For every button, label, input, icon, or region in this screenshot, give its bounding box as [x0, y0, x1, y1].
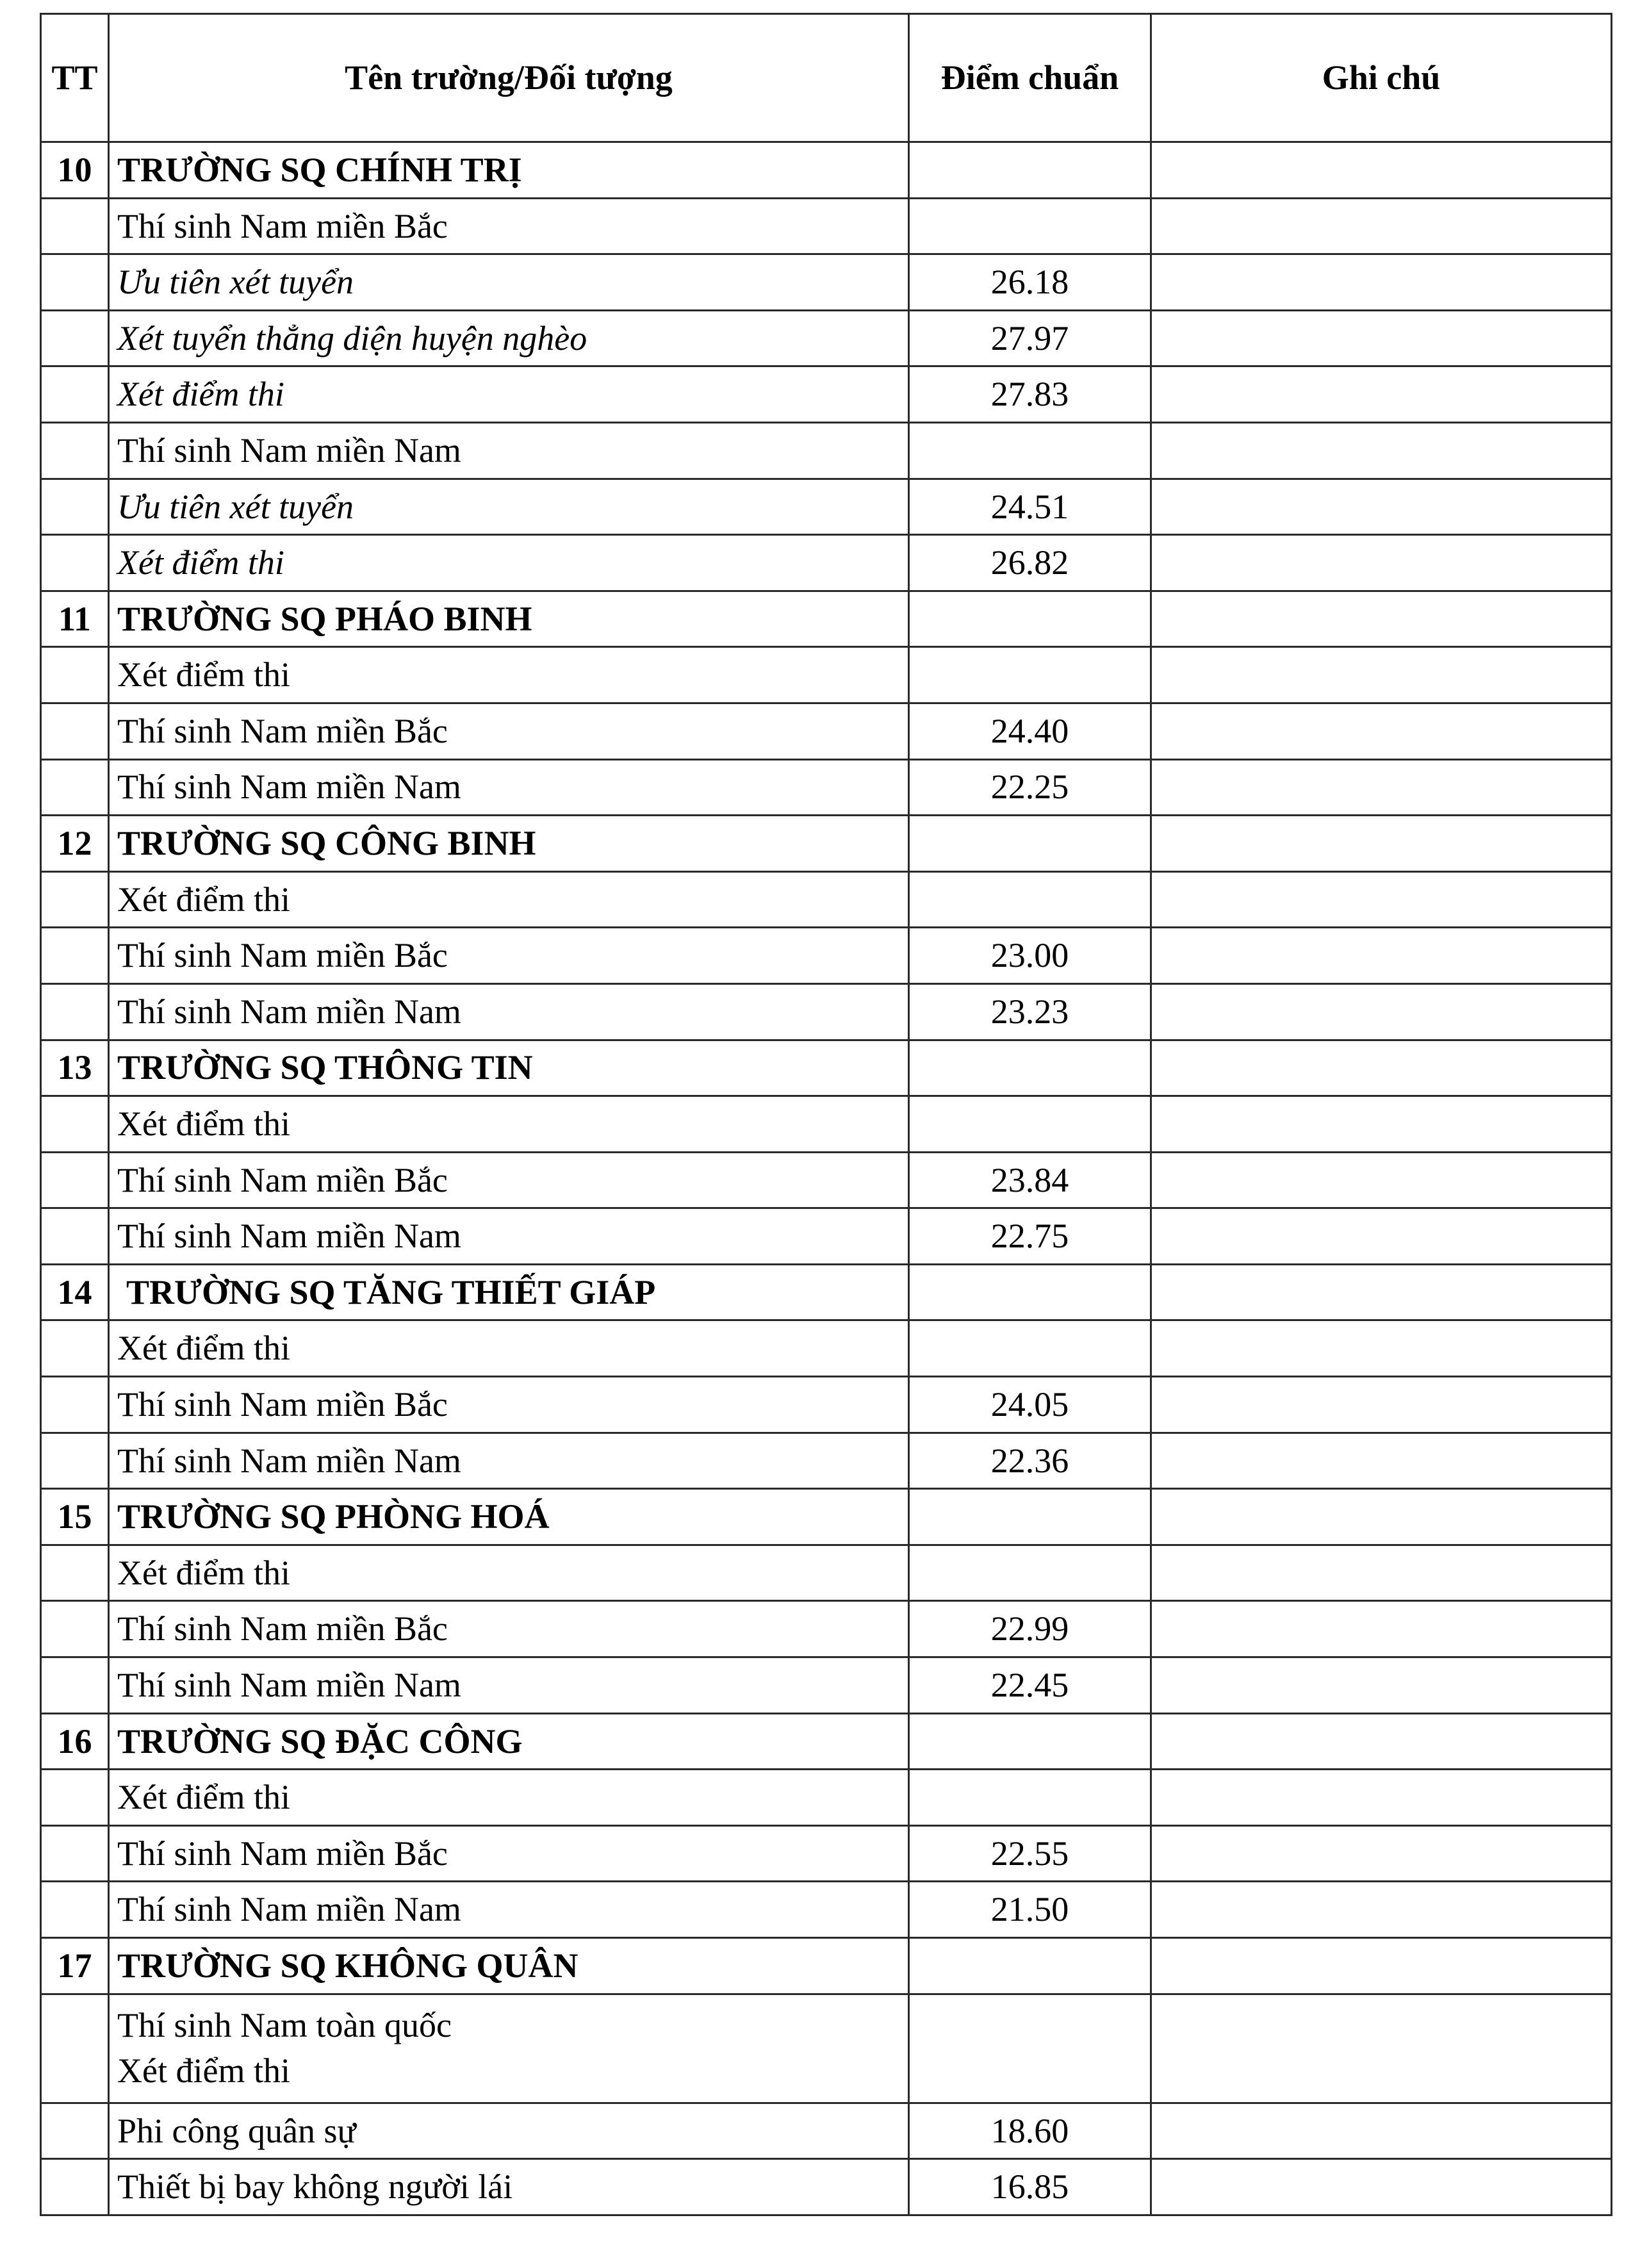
note-cell [1151, 479, 1612, 535]
table-row [41, 1208, 1612, 1265]
row-label: TRƯỜNG SQ CHÍNH TRỊ [109, 142, 909, 199]
cutoff-score [909, 1489, 1151, 1545]
row-label [109, 1994, 909, 2103]
cutoff-score: 24.05 [909, 1377, 1151, 1433]
note-cell [1151, 1040, 1612, 1096]
note-cell [1151, 1545, 1612, 1601]
cutoff-score [909, 1938, 1151, 1994]
row-label: Thí sinh Nam miền Bắc [109, 1601, 909, 1657]
row-label: TRƯỜNG SQ PHÁO BINH [109, 591, 909, 647]
row-label: Thí sinh Nam miền Bắc [109, 1377, 909, 1433]
row-number: 17 [41, 1938, 109, 1994]
row-number [41, 1208, 109, 1265]
row-number: 10 [41, 142, 109, 199]
school-row [41, 1489, 1612, 1545]
row-label: Thí sinh Nam miền Nam [109, 422, 909, 479]
note-cell [1151, 2103, 1612, 2159]
cutoff-score: 21.50 [909, 1882, 1151, 1938]
row-label: Thiết bị bay không người lái [109, 2159, 909, 2215]
row-number [41, 422, 109, 479]
note-cell [1151, 1994, 1612, 2103]
note-cell [1151, 647, 1612, 703]
table-row [41, 1601, 1612, 1657]
cutoff-score: 22.45 [909, 1657, 1151, 1714]
row-label: Thí sinh Nam miền Nam [109, 1882, 909, 1938]
note-cell [1151, 422, 1612, 479]
note-cell [1151, 1825, 1612, 1882]
table-row [41, 983, 1612, 1040]
row-number [41, 1096, 109, 1153]
cutoff-score: 22.75 [909, 1208, 1151, 1265]
row-number: 11 [41, 591, 109, 647]
row-label-line-1: Thí sinh Nam toàn quốc [117, 2005, 452, 2044]
row-number: 14 [41, 1264, 109, 1320]
row-number [41, 1377, 109, 1433]
table-row [41, 1096, 1612, 1153]
row-label: Xét điểm thi [109, 1096, 909, 1153]
row-number [41, 2159, 109, 2215]
cutoff-score [909, 142, 1151, 199]
note-cell [1151, 983, 1612, 1040]
row-label: Xét điểm thi [109, 366, 909, 423]
row-label: Thí sinh Nam miền Bắc [109, 928, 909, 984]
cutoff-score: 18.60 [909, 2103, 1151, 2159]
table-row [41, 1377, 1612, 1433]
note-cell [1151, 591, 1612, 647]
row-number [41, 1320, 109, 1377]
row-label: Phi công quân sự [109, 2103, 909, 2159]
row-label-line-2: Xét điểm thi [117, 2051, 290, 2091]
row-label: Thí sinh Nam miền Nam [109, 1657, 909, 1714]
table-row [41, 2103, 1612, 2159]
row-number [41, 1882, 109, 1938]
row-label: Thí sinh Nam miền Bắc [109, 1152, 909, 1208]
note-cell [1151, 1320, 1612, 1377]
table-row [41, 366, 1612, 423]
cutoff-score [909, 1770, 1151, 1826]
row-number [41, 1770, 109, 1826]
cutoff-score: 24.51 [909, 479, 1151, 535]
row-number [41, 254, 109, 311]
cutoff-score [909, 871, 1151, 928]
row-number [41, 1994, 109, 2103]
cutoff-score: 22.25 [909, 759, 1151, 816]
school-row [41, 1938, 1612, 1994]
row-label: Thí sinh Nam miền Nam [109, 759, 909, 816]
row-label: Xét điểm thi [109, 1320, 909, 1377]
row-number: 12 [41, 816, 109, 872]
row-number: 13 [41, 1040, 109, 1096]
cutoff-score [909, 422, 1151, 479]
table-row [41, 2159, 1612, 2215]
note-cell [1151, 703, 1612, 759]
note-cell [1151, 1938, 1612, 1994]
table-row [41, 535, 1612, 591]
cutoff-score [909, 1994, 1151, 2103]
row-number [41, 535, 109, 591]
row-number [41, 366, 109, 423]
note-cell [1151, 759, 1612, 816]
note-cell [1151, 1489, 1612, 1545]
note-cell [1151, 1601, 1612, 1657]
row-label: Thí sinh Nam miền Bắc [109, 1825, 909, 1882]
cutoff-score: 22.36 [909, 1433, 1151, 1489]
table-row [41, 1545, 1612, 1601]
note-cell [1151, 1152, 1612, 1208]
table-row [41, 1152, 1612, 1208]
row-label: Thí sinh Nam miền Bắc [109, 198, 909, 254]
row-number [41, 1825, 109, 1882]
row-label: Xét điểm thi [109, 871, 909, 928]
row-label: TRƯỜNG SQ PHÒNG HOÁ [109, 1489, 909, 1545]
cutoff-score: 27.97 [909, 310, 1151, 366]
row-number [41, 479, 109, 535]
cutoff-score [909, 1264, 1151, 1320]
header-cutoff-score: Điểm chuẩn [909, 14, 1151, 142]
table-row [41, 1994, 1612, 2103]
note-cell [1151, 1770, 1612, 1826]
row-label: Xét tuyển thẳng diện huyện nghèo [109, 310, 909, 366]
note-cell [1151, 1096, 1612, 1153]
cutoff-score: 23.00 [909, 928, 1151, 984]
row-label: Thí sinh Nam miền Bắc [109, 703, 909, 759]
school-row [41, 1264, 1612, 1320]
school-row [41, 591, 1612, 647]
cutoff-score [909, 1545, 1151, 1601]
row-number [41, 759, 109, 816]
school-row [41, 816, 1612, 872]
cutoff-score: 22.55 [909, 1825, 1151, 1882]
row-number [41, 1657, 109, 1714]
row-number: 15 [41, 1489, 109, 1545]
note-cell [1151, 1264, 1612, 1320]
cutoff-score [909, 591, 1151, 647]
table-row [41, 1433, 1612, 1489]
row-label: Thí sinh Nam miền Nam [109, 983, 909, 1040]
cutoff-score [909, 1320, 1151, 1377]
row-number [41, 1152, 109, 1208]
row-label: Ưu tiên xét tuyển [109, 254, 909, 311]
note-cell [1151, 1377, 1612, 1433]
note-cell [1151, 1882, 1612, 1938]
header-tt: TT [41, 14, 109, 142]
table-row [41, 1320, 1612, 1377]
cutoff-score: 23.84 [909, 1152, 1151, 1208]
row-number [41, 198, 109, 254]
note-cell [1151, 1208, 1612, 1265]
cutoff-score: 16.85 [909, 2159, 1151, 2215]
row-label: TRƯỜNG SQ KHÔNG QUÂN [109, 1938, 909, 1994]
note-cell [1151, 366, 1612, 423]
table-row [41, 647, 1612, 703]
row-number: 16 [41, 1713, 109, 1770]
school-row [41, 1040, 1612, 1096]
table-row [41, 1882, 1612, 1938]
row-number [41, 310, 109, 366]
row-number [41, 703, 109, 759]
row-label: TRƯỜNG SQ THÔNG TIN [109, 1040, 909, 1096]
table-row [41, 310, 1612, 366]
row-label: TRƯỜNG SQ TĂNG THIẾT GIÁP [109, 1264, 909, 1320]
cutoff-score [909, 1713, 1151, 1770]
row-label: Thí sinh Nam miền Nam [109, 1433, 909, 1489]
note-cell [1151, 198, 1612, 254]
school-row [41, 142, 1612, 199]
cutoff-score: 23.23 [909, 983, 1151, 1040]
row-label: Xét điểm thi [109, 1545, 909, 1601]
row-label: TRƯỜNG SQ ĐẶC CÔNG [109, 1713, 909, 1770]
table-row [41, 254, 1612, 311]
row-label: TRƯỜNG SQ CÔNG BINH [109, 816, 909, 872]
header-school-name: Tên trường/Đối tượng [109, 14, 909, 142]
cutoff-score: 26.82 [909, 535, 1151, 591]
row-label: Xét điểm thi [109, 647, 909, 703]
table-row [41, 759, 1612, 816]
note-cell [1151, 1713, 1612, 1770]
row-number [41, 928, 109, 984]
cutoff-score [909, 1040, 1151, 1096]
table-row [41, 1770, 1612, 1826]
cutoff-score [909, 198, 1151, 254]
table-row [41, 703, 1612, 759]
row-label: Xét điểm thi [109, 1770, 909, 1826]
cutoff-score-table [40, 13, 1612, 2216]
school-row [41, 1713, 1612, 1770]
table-body [41, 142, 1612, 2215]
row-number [41, 871, 109, 928]
table-row [41, 1825, 1612, 1882]
row-number [41, 1433, 109, 1489]
cutoff-score: 27.83 [909, 366, 1151, 423]
row-number [41, 647, 109, 703]
table-row [41, 1657, 1612, 1714]
note-cell [1151, 254, 1612, 311]
table-row [41, 871, 1612, 928]
row-number [41, 983, 109, 1040]
row-label: Thí sinh Nam miền Nam [109, 1208, 909, 1265]
cutoff-score: 26.18 [909, 254, 1151, 311]
note-cell [1151, 2159, 1612, 2215]
note-cell [1151, 310, 1612, 366]
note-cell [1151, 928, 1612, 984]
row-label: Xét điểm thi [109, 535, 909, 591]
note-cell [1151, 1433, 1612, 1489]
table-header-row [41, 14, 1612, 142]
row-number [41, 1545, 109, 1601]
note-cell [1151, 816, 1612, 872]
cutoff-score: 22.99 [909, 1601, 1151, 1657]
row-number [41, 2103, 109, 2159]
note-cell [1151, 871, 1612, 928]
note-cell [1151, 535, 1612, 591]
cutoff-score [909, 816, 1151, 872]
cutoff-score: 24.40 [909, 703, 1151, 759]
cutoff-score [909, 647, 1151, 703]
note-cell [1151, 142, 1612, 199]
row-number [41, 1601, 109, 1657]
header-note: Ghi chú [1151, 14, 1612, 142]
cutoff-score [909, 1096, 1151, 1153]
table-row [41, 198, 1612, 254]
row-label: Ưu tiên xét tuyển [109, 479, 909, 535]
note-cell [1151, 1657, 1612, 1714]
table-row [41, 479, 1612, 535]
table-row [41, 928, 1612, 984]
table-row [41, 422, 1612, 479]
